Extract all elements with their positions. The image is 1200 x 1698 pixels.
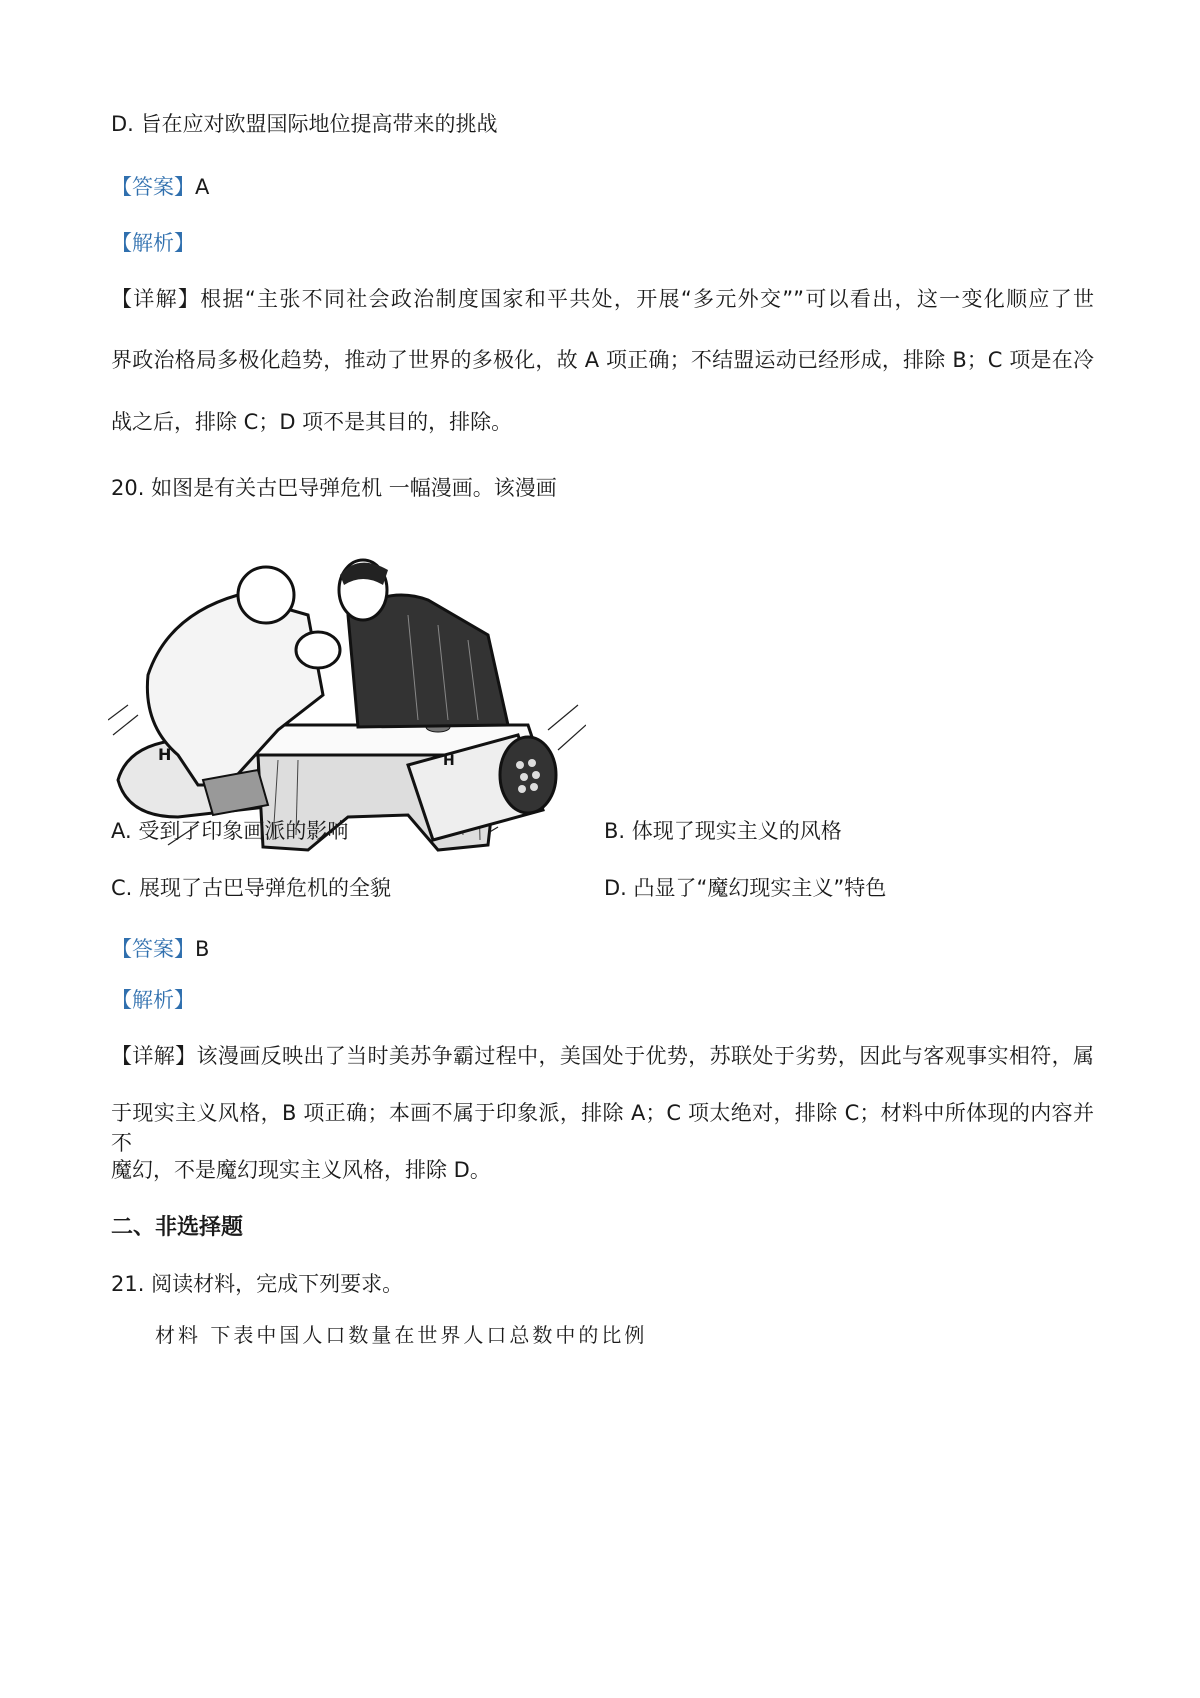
q19-answer (111, 172, 209, 202)
answer-value: B (195, 937, 210, 961)
q20-detail-line-2: 于现实主义风格，B 项正确；本画不属于印象派，排除 A；C 项太绝对，排除 C；材料中所体现的内容并不 (111, 1101, 1094, 1155)
q19-analysis-tag: 【解析】 (111, 231, 195, 255)
section-title: 二、非选择题 (111, 1215, 244, 1240)
q21-stem: 21. 阅读材料，完成下列要求。 (111, 1272, 404, 1296)
q19-detail-line-3: 战之后，排除 C；D 项不是其目的，排除。 (111, 410, 513, 434)
answer-tag: 【答案】 (111, 937, 195, 961)
q20-option-a: A. 受到了印象画派的影响 (111, 819, 349, 843)
q19-option-d: D. 旨在应对欧盟国际地位提高带来的挑战 (111, 112, 498, 136)
q20-option-c: C. 展现了古巴导弹危机的全貌 (111, 876, 392, 900)
q20-detail-line-3: 魔幻，不是魔幻现实主义风格，排除 D。 (111, 1158, 491, 1182)
answer-tag: 【答案】 (111, 175, 195, 199)
q20-detail-line-1: 【详解】该漫画反映出了当时美苏争霸过程中，美国处于优势，苏联处于劣势，因此与客观事实相符，属 (111, 1044, 1094, 1068)
q19-detail-line-2: 界政治格局多极化趋势，推动了世界的多极化，故 A 项正确；不结盟运动已经形成，排除 B；C 项是在冷 (111, 348, 1094, 372)
arm-wrestling-cartoon-image (108, 555, 586, 855)
q19-detail-line-1: 【详解】根据“主张不同社会政治制度国家和平共处，开展“多元外交””可以看出，这一变化顺应了世 (111, 287, 1094, 311)
svg-text:H: H (443, 753, 455, 769)
q20-analysis-tag: 【解析】 (111, 988, 195, 1012)
q20-option-d: D. 凸显了“魔幻现实主义”特色 (604, 876, 887, 900)
svg-text:H: H (158, 745, 172, 764)
q21-material: 材料 下表中国人口数量在世界人口总数中的比例 (155, 1323, 648, 1347)
q20-option-b: B. 体现了现实主义的风格 (604, 819, 842, 843)
q20-answer (111, 934, 209, 964)
q20-stem: 20. 如图是有关古巴导弹危机 一幅漫画。该漫画 (111, 476, 557, 500)
answer-value: A (195, 175, 210, 199)
